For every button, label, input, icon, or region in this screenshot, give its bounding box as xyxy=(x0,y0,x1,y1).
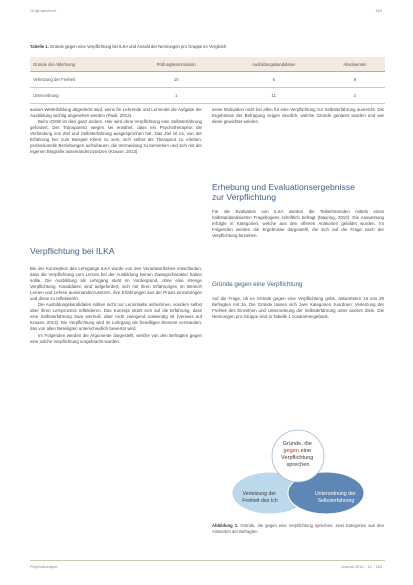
running-header-left: Originalarbeit xyxy=(30,8,57,13)
figure-top-line xyxy=(283,448,311,454)
left-column-body xyxy=(30,266,202,345)
table-row xyxy=(30,88,385,104)
table-header-cell: Absolventen xyxy=(325,57,385,72)
figure-left-label xyxy=(242,491,278,504)
figure-right-line: Unterordnung der xyxy=(314,491,356,497)
figure-emphasis: gegen xyxy=(283,448,299,454)
table-caption-label: Tabelle 1. xyxy=(30,44,49,49)
table-header-cell: Gründe der Ablehnung xyxy=(30,57,130,72)
figure-top-word: eine xyxy=(300,448,312,454)
figure-right-line: Selbsterfahrung xyxy=(317,498,355,504)
right-column-body-2 xyxy=(212,296,384,320)
table-header-cell: Prüfungskommission xyxy=(130,57,223,72)
results-table xyxy=(30,57,385,104)
footer-left: Psychotherapie xyxy=(30,564,58,569)
paragraph: Für die Evaluation von ILKA wurden die Teilnehmenden mittels eines halbstandardisierten Fragebogens schriftlich befragt (Mayring, 2010). Die Auswertung erfolgte in Kategorien, welche aus den offenen Antworten gebildet wurden. Im Folgenden werden die Ergebnisse dargestellt, die sich auf die Frage nach der Verpflichtung beziehen. xyxy=(212,209,384,239)
table-header-row xyxy=(30,57,385,72)
paragraph: Auf die Frage, ob es Gründe gegen eine Verpflichtung gebe, antworteten 15 von 29 Befragten mit Ja. Die Gründe lassen sich zwei Kategorien zuordnen: Verletzung der Freiheit des Einzelnen und Unterordnung der Selbsterfahrung unter andere Ziele. Die Nennungen pro Gruppe sind in Tabelle 1 zusammengefasst. xyxy=(212,296,384,320)
figure-caption xyxy=(212,523,384,534)
right-column-intro xyxy=(212,107,384,125)
paragraph: Bei der Konzeption des Lehrgangs ILKA wurde von den Verantwortlichen entschieden, dass die Verpflichtung zum Lernen bei der Ausbildung keinen Zwangscharakter haben sollte. Die Ausbildung als Lehrgang steht im Vordergrund, ohne eine strenge Verpflichtung. Kandidaten sind aufgefordert, sich mit ihren Erfahrungen im Bereich Lernen und Lehren auseinanderzusetzen, ihre Erfahrungen aus der Praxis einzubringen und diese zu reflektieren. xyxy=(30,266,202,302)
subsection-heading: Gründe gegen eine Verpflichtung xyxy=(212,281,303,288)
paragraph: seine Motivation nicht bei allen für eine Verpflichtung zur Selbsterfahrung ausreicht. Die Ergebnisse der Befragung zeigen deutlich, welche Gründe genannt wurden und wie diese gewichtet werden. xyxy=(212,107,384,125)
section-heading: Verpflichtung bei ILKA xyxy=(30,246,115,256)
table-cell: 5 xyxy=(223,72,325,88)
figure-top-line: Gründe, die xyxy=(282,441,312,447)
figure-left-line: Verletzung der xyxy=(242,491,276,497)
table-cell: Unterordnung xyxy=(30,88,130,104)
page-number: 183 xyxy=(375,8,382,13)
figure-top-line: Verpflichtung xyxy=(281,455,314,461)
table-caption-text: Gründe gegen eine Verpflichtung bei ILKA und Anzahl der Nennungen pro Gruppe im Vergleich xyxy=(49,44,227,49)
left-column-intro xyxy=(30,107,202,155)
paragraph: Die Ausbildungskandidaten sollten nicht nur Lerninhalte aufnehmen, sondern selbst über ihren Lernprozess reflektieren. Das Konzept stützt sich auf die Erfahrung, dass eine Selbsterfahrung zwar wertvoll, aber nicht zwingend notwendig ist (Verweis auf Krause, 2013). Die Verpflichtung wird im Lehrgang als freiwilliges Element verstanden, das von allen Beteiligten unterschiedlich bewertet wird. xyxy=(30,302,202,332)
table-caption xyxy=(30,44,385,49)
figure-right-label xyxy=(315,491,357,504)
section-heading-line: zur Verpflichtung xyxy=(212,192,277,202)
footer-rule xyxy=(30,560,385,561)
section-heading-line: Erhebung und Evaluationsergebnisse xyxy=(212,182,355,192)
table-cell: 8 xyxy=(325,72,385,88)
venn-figure xyxy=(212,423,384,521)
footer-right: Journal 2014 · 14 · 183 xyxy=(340,564,382,569)
table-cell: 1 xyxy=(130,88,223,104)
figure-caption-text: Gründe, die gegen eine Verpflichtung sprechen: zwei Kategorien aus den Antworten der Befragten. xyxy=(212,523,384,534)
paragraph: Im Folgenden werden die Argumente dargestellt, welche von den Befragten gegen eine solche Verpflichtung vorgebracht wurden. xyxy=(30,332,202,344)
table-header-cell: Ausbildungskandidaten xyxy=(223,57,325,72)
right-column-body-1 xyxy=(212,209,384,239)
paragraph: Beim IOSW ist dies ganz anders. Hier wird ohne Verpflichtung eine Selbsterfahrung gefordert. Der Transparenz wegen sei erwähnt, dass ein Psychotherapeut die Verbindung von Ziel und Selbsterfahrung ausgesprochen hat. Das Ziel ist es, von der Erfahrung her zum Beispiel Klient zu sein, sich selbst als Therapeut zu erleben, professionelle Beziehungen aufzubauen, die Vermeidung zu bemerken und sich mit der eigenen Biografie auseinanderzusetzen (Krause, 2013). xyxy=(30,119,202,155)
table-cell: 11 xyxy=(223,88,325,104)
table-cell: 10 xyxy=(130,72,223,88)
figure-top-line: sprechen xyxy=(286,462,310,468)
table-row xyxy=(30,72,385,88)
paragraph: ausser Weiterbildung abgedeckt wird, wenn für Lehrende und Lernende die Aufgabe der Ausbildung wichtig angesehen werden (Pauli, 2013). xyxy=(30,107,202,119)
figure-left-line: Freiheit des Ich xyxy=(242,498,278,504)
table-cell: Verletzung der Freiheit xyxy=(30,72,130,88)
section-heading xyxy=(212,182,355,202)
figure-caption-label: Abbildung 1. xyxy=(212,523,239,528)
table-cell: 2 xyxy=(325,88,385,104)
